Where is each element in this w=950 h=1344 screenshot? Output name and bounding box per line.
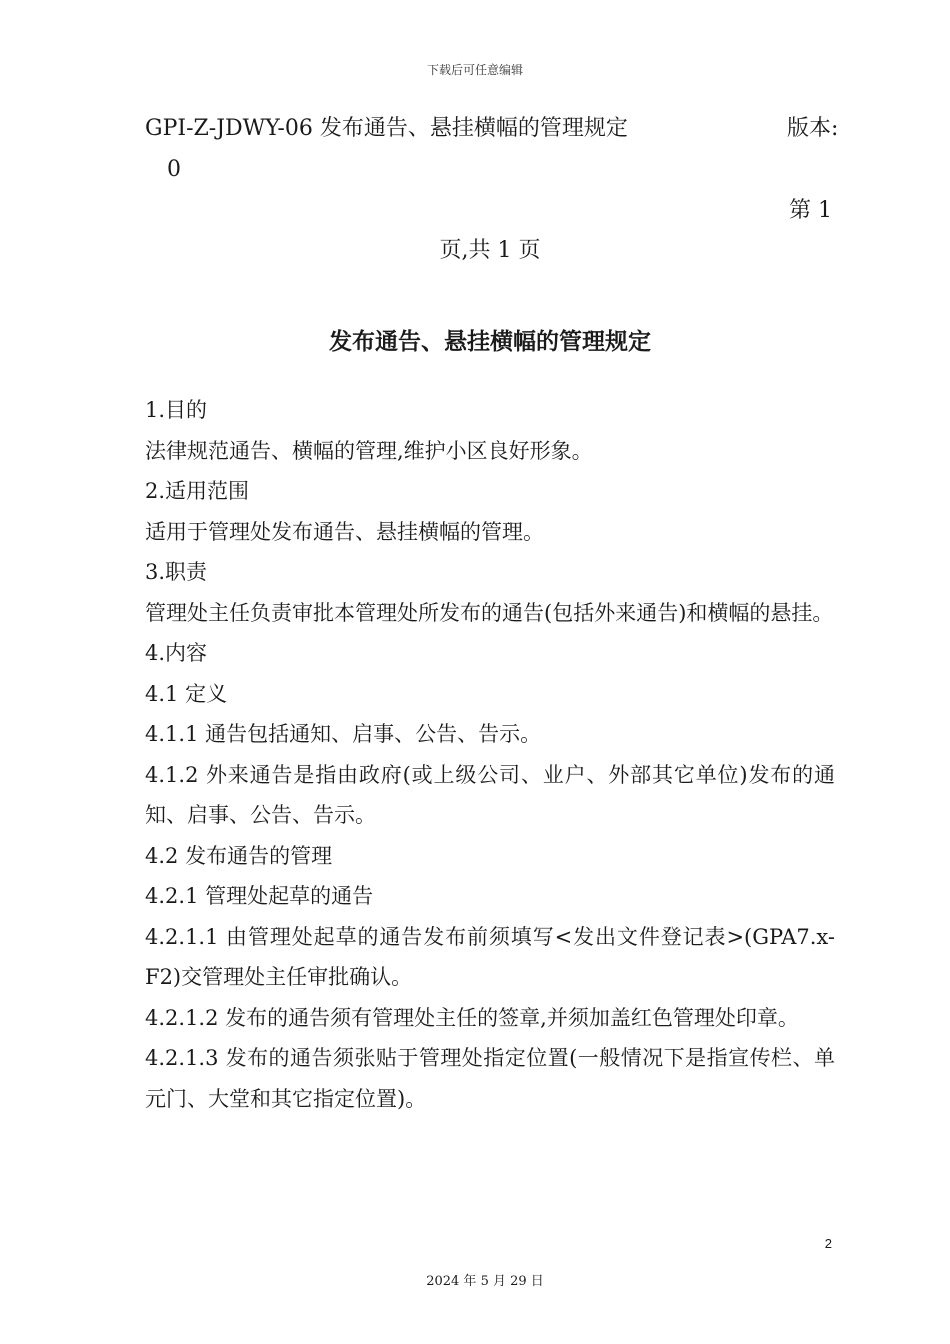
- subsection-heading: 4.1 定义: [145, 681, 228, 706]
- header-page-prefix: 第 1: [789, 198, 832, 223]
- document-title: 发布通告、悬挂横幅的管理规定: [329, 329, 651, 355]
- header-page-suffix: 页,共 1 页: [439, 238, 541, 263]
- paragraph: 4.2.1.2 发布的通告须有管理处主任的签章,并须加盖红色管理处印章。: [145, 1005, 799, 1030]
- page-number: 2: [824, 1236, 832, 1251]
- subsection-heading: 4.2 发布通告的管理: [145, 843, 333, 868]
- footer-date: 2024 年 5 月 29 日: [426, 1274, 544, 1289]
- header-version-value: 0: [167, 157, 181, 182]
- header-version-label: 版本:: [787, 116, 839, 141]
- document-body: [145, 390, 835, 1119]
- paragraph: 适用于管理处发布通告、悬挂横幅的管理。: [145, 519, 544, 544]
- paragraph: 管理处主任负责审批本管理处所发布的通告(包括外来通告)和横幅的悬挂。: [145, 600, 834, 625]
- section-heading: 3.职责: [145, 560, 208, 584]
- header-code-title: GPI-Z-JDWY-06 发布通告、悬挂横幅的管理规定: [145, 116, 628, 141]
- section-heading: 4.内容: [145, 641, 208, 665]
- paragraph: 法律规范通告、横幅的管理,维护小区良好形象。: [145, 438, 593, 463]
- paragraph: 4.2.1.3 发布的通告须张贴于管理处指定位置(一般情况下是指宣传栏、单元门、大堂和其它指定位置)。: [145, 1046, 835, 1111]
- paragraph: 4.1.2 外来通告是指由政府(或上级公司、业户、外部其它单位)发布的通知、启事、公告、告示。: [145, 762, 835, 827]
- section-heading: 1.目的: [145, 398, 208, 422]
- subsection-heading: 4.2.1 管理处起草的通告: [145, 884, 374, 908]
- paragraph: 4.1.1 通告包括通知、启事、公告、告示。: [145, 722, 542, 746]
- section-heading: 2.适用范围: [145, 479, 250, 503]
- top-note: 下载后可任意编辑: [426, 63, 523, 77]
- paragraph: 4.2.1.1 由管理处起草的通告发布前须填写<发出文件登记表>(GPA7.x-F2)交管理处主任审批确认。: [145, 924, 835, 989]
